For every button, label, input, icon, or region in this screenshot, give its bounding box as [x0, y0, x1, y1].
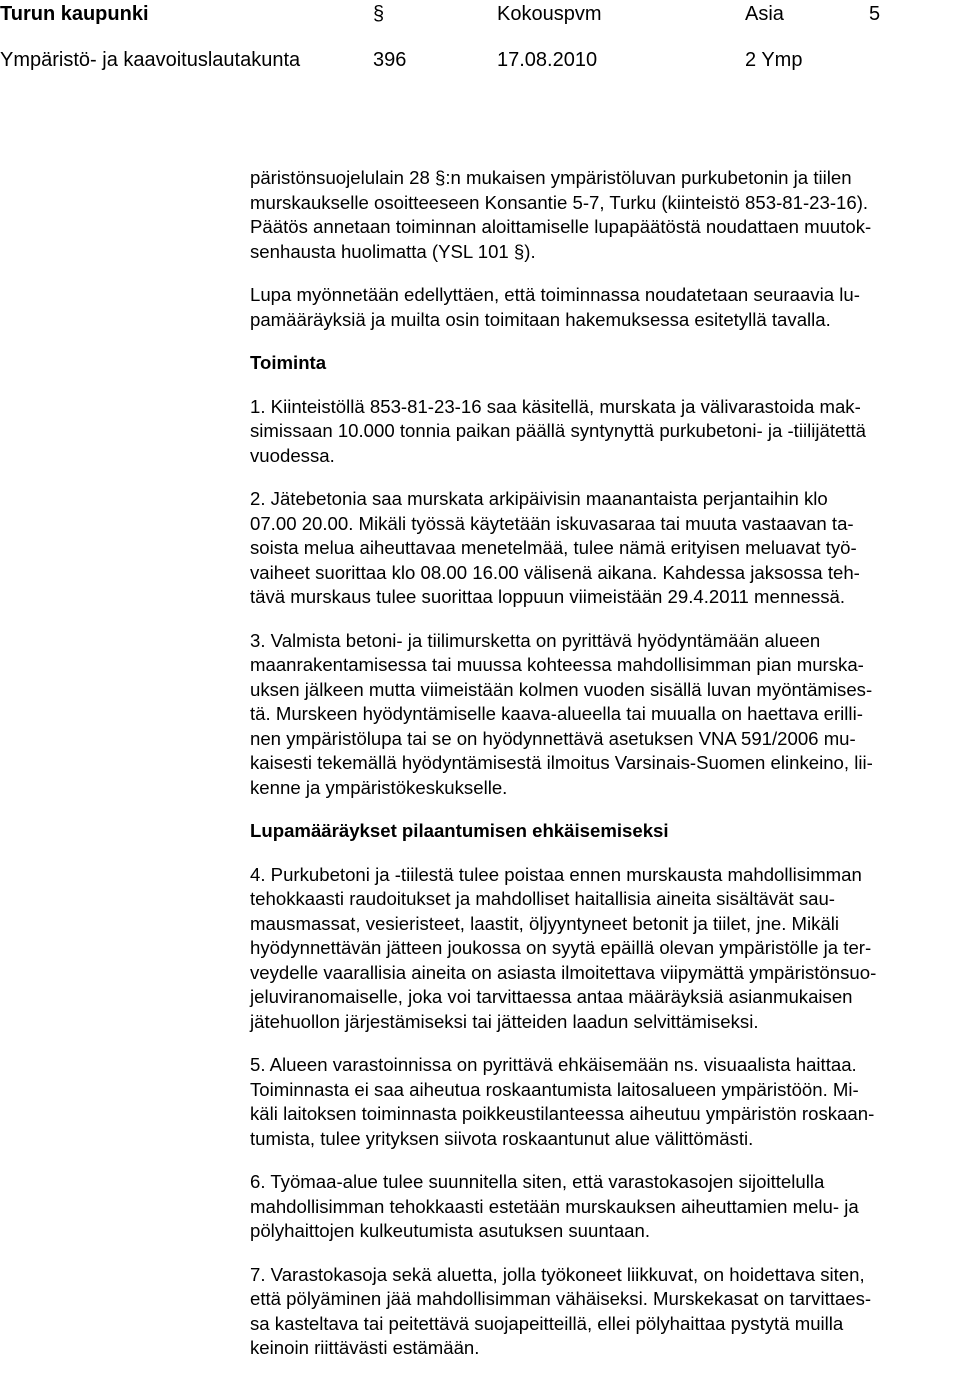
text-line: 07.00 20.00. Mikäli työssä käytetään iskuvasaraa tai muuta vastaavan ta- [250, 512, 854, 534]
text-line: kenne ja ympäristökeskukselle. [250, 776, 508, 798]
text-line: 4. Purkubetoni ja -tiilestä tulee poistaa ennen murskausta mahdollisimman [250, 863, 862, 885]
text-line: tumista, tulee yrityksen siivota roskaantunut alue välittömästi. [250, 1127, 754, 1149]
text-line: nen ympäristölupa tai se on hyödynnettävä asetuksen VNA 591/2006 mu- [250, 727, 856, 749]
text-line: veydelle vaarallisia aineita on asiasta ilmoitettava viipymättä ympäristönsuo- [250, 961, 877, 983]
item-number: 2 Ymp [745, 49, 803, 71]
committee-name: Ympäristö- ja kaavoituslautakunta [0, 49, 301, 71]
text-line: simissaan 10.000 tonnia paikan päällä syntynyttä purkubetoni- ja -tiilijätettä [250, 420, 867, 441]
organization-name: Turun kaupunki [0, 3, 149, 25]
condition-item-4 [250, 863, 950, 1035]
meeting-date-label: Kokouspvm [497, 3, 602, 25]
text-line: vuodessa. [250, 444, 335, 466]
text-line: tävä murskaus tulee suorittaa loppuun viimeistään 29.4.2011 mennessä. [250, 586, 846, 607]
document-body [250, 166, 950, 1361]
section-number: 396 [373, 49, 407, 71]
heading-toiminta: Toiminta [250, 352, 327, 373]
condition-item-3 [250, 629, 950, 801]
condition-item-6 [250, 1170, 950, 1244]
intro-paragraph [250, 166, 950, 264]
item-label: Asia [745, 3, 784, 25]
text-line: 7. Varastokasoja sekä aluetta, jolla työkoneet liikkuvat, on hoidettava siten, [250, 1263, 865, 1285]
text-line: 2. Jätebetonia saa murskata arkipäivisin maanantaista perjantaihin klo [250, 488, 828, 509]
text-line: mausmassat, vesieristeet, laastit, öljyyntyneet betonit ja tiilet, jne. Mikäli [250, 912, 840, 934]
text-line: jätehuollon järjestämiseksi tai jätteiden laadun selvittämiseksi. [250, 1010, 759, 1032]
heading-lupamaaraykset: Lupamääräykset pilaantumisen ehkäisemiseksi [250, 820, 669, 841]
condition-item-7 [250, 1263, 950, 1361]
text-line: tehokkaasti raudoitukset ja mahdolliset haitallisia aineita sisältävät sau- [250, 888, 835, 909]
text-line: 5. Alueen varastoinnissa on pyrittävä ehkäisemään ns. visuaalista haittaa. [250, 1054, 857, 1075]
meeting-date: 17.08.2010 [497, 49, 598, 71]
text-line: 6. Työmaa-alue tulee suunnitella siten, että varastokasojen sijoittelulla [250, 1171, 825, 1192]
text-line: päristönsuojelulain 28 §:n mukaisen ympäristöluvan purkubetonin ja tiilen [250, 167, 852, 188]
text-line: jeluviranomaiselle, joka voi tarvittaessa antaa määräyksiä asianmukaisen [250, 986, 853, 1007]
text-line: 3. Valmista betoni- ja tiilimursketta on pyrittävä hyödyntämään alueen [250, 629, 821, 651]
condition-item-2 [250, 487, 950, 610]
text-line: pamääräyksiä ja muilta osin toimitaan hakemuksessa esitetyllä tavalla. [250, 308, 831, 330]
condition-item-1 [250, 395, 950, 469]
text-line: hyödynnettävän jätteen joukossa on syytä epäillä olevan ympäristölle ja ter- [250, 937, 872, 958]
text-line: Lupa myönnetään edellyttäen, että toiminnassa noudatetaan seuraavia lu- [250, 284, 860, 305]
section-sign-icon: § [373, 3, 385, 25]
text-line: sa kasteltava tai peitettävä suojapeitteillä, ellei pölyhaittaa pystytä muilla [250, 1312, 844, 1334]
permit-conditions-paragraph [250, 283, 950, 332]
page-number: 5 [869, 3, 881, 25]
text-line: tä. Murskeen hyödyntämiselle kaava-alueella tai muualla on haettava erilli- [250, 703, 863, 724]
text-line: senhausta huolimatta (YSL 101 §). [250, 240, 536, 262]
text-line: murskaukselle osoitteeseen Konsantie 5-7, Turku (kiinteistö 853-81-23-16). [250, 191, 869, 213]
text-line: käli laitoksen toiminnasta poikkeustilanteessa aiheutuu ympäristön roskaan- [250, 1103, 875, 1124]
text-line: maanrakentamisessa tai muussa kohteessa mahdollisimman pian murska- [250, 654, 864, 675]
text-line: keinoin riittävästi estämään. [250, 1337, 480, 1358]
condition-item-5 [250, 1053, 950, 1151]
text-line: uksen jälkeen mutta viimeistään kolmen vuoden sisällä luvan myöntämises- [250, 678, 873, 700]
text-line: pölyhaittojen kulkeutumista asutuksen suuntaan. [250, 1220, 651, 1241]
text-line: soista melua aiheuttavaa menetelmää, tulee nämä erityisen meluavat työ- [250, 537, 857, 558]
text-line: Päätös annetaan toiminnan aloittamiselle lupapäätöstä noudattaen muutok- [250, 216, 872, 237]
document-header [0, 0, 960, 80]
text-line: 1. Kiinteistöllä 853-81-23-16 saa käsitellä, murskata ja välivarastoida mak- [250, 395, 861, 417]
text-line: että pölyäminen jää mahdollisimman vähäiseksi. Murskekasat on tarvittaes- [250, 1288, 872, 1309]
text-line: mahdollisimman tehokkaasti estetään murskauksen aiheuttamien melu- ja [250, 1195, 859, 1217]
text-line: kaisesti tekemällä hyödyntämisestä ilmoitus Varsinais-Suomen elinkeino, lii- [250, 752, 873, 773]
text-line: vaiheet suorittaa klo 08.00 16.00 välisenä aikana. Kahdessa jaksossa teh- [250, 561, 860, 583]
text-line: Toiminnasta ei saa aiheutua roskaantumista laitosalueen ympäristöön. Mi- [250, 1078, 859, 1100]
